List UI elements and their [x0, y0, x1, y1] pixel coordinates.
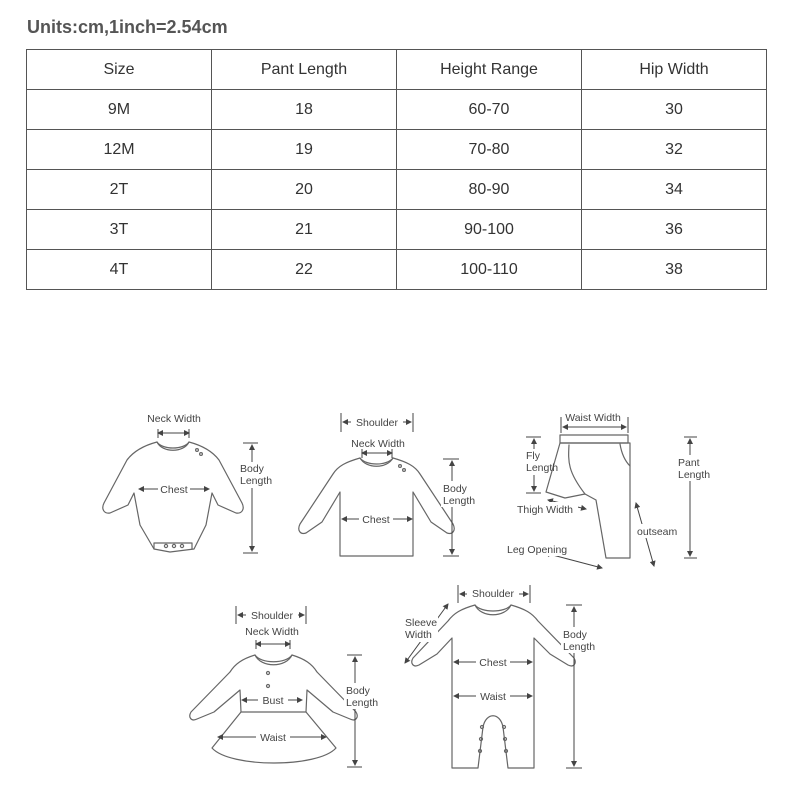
dress-outline	[190, 655, 357, 763]
shoulder-snap	[196, 449, 199, 452]
label-leg-opening: Leg Opening	[507, 544, 568, 556]
label-waist-width: Waist Width	[565, 412, 621, 424]
shirt-diagram	[299, 413, 481, 556]
label-shoulder: Shoulder	[250, 610, 294, 622]
label-body-length: Body Length	[346, 685, 379, 709]
shoulder-snap	[200, 453, 203, 456]
cell-size: 3T	[27, 210, 212, 250]
dress-button	[267, 672, 270, 675]
snap-button	[172, 544, 175, 547]
label-shoulder: Shoulder	[355, 417, 399, 429]
cell-height-range: 60-70	[397, 90, 582, 130]
cell-hip-width: 38	[582, 250, 767, 290]
cell-hip-width: 36	[582, 210, 767, 250]
label-outseam: outseam	[637, 526, 678, 538]
cell-pant-length: 20	[212, 170, 397, 210]
label-body-length: Body Length	[443, 483, 476, 507]
header-size: Size	[27, 50, 212, 90]
shoulder-button	[403, 469, 406, 472]
label-neck-width: Neck Width	[147, 413, 201, 425]
label-body-length: Body Length	[240, 463, 273, 487]
bodysuit-outline	[103, 442, 243, 552]
bodysuit-diagram	[103, 413, 280, 553]
label-body-length: Body Length	[563, 629, 596, 653]
pants-pocket	[620, 444, 630, 466]
pants-fly	[569, 445, 585, 494]
pants-waistband	[560, 435, 628, 443]
cell-hip-width: 32	[582, 130, 767, 170]
label-neck-width: Neck Width	[245, 626, 299, 638]
shirt-outline	[299, 458, 454, 556]
cell-size: 12M	[27, 130, 212, 170]
label-pant-length: Pant Length	[678, 457, 711, 481]
label-chest: Chest	[160, 484, 188, 496]
label-sleeve-width: Sleeve Width	[405, 617, 438, 641]
dress-diagram	[190, 606, 386, 767]
header-height-range: Height Range	[397, 50, 582, 90]
label-chest: Chest	[479, 657, 507, 669]
cell-pant-length: 21	[212, 210, 397, 250]
cell-size: 2T	[27, 170, 212, 210]
pants-outline	[546, 443, 630, 558]
label-chest: Chest	[362, 514, 390, 526]
snap-button	[164, 544, 167, 547]
dress-button	[267, 685, 270, 688]
cell-hip-width: 34	[582, 170, 767, 210]
romper-diagram	[402, 585, 603, 768]
header-pant-length: Pant Length	[212, 50, 397, 90]
cell-size: 4T	[27, 250, 212, 290]
cell-height-range: 70-80	[397, 130, 582, 170]
label-fly-length: Fly Length	[526, 450, 559, 474]
cell-size: 9M	[27, 90, 212, 130]
cell-height-range: 80-90	[397, 170, 582, 210]
header-hip-width: Hip Width	[582, 50, 767, 90]
label-bust: Bust	[262, 695, 284, 707]
cell-pant-length: 19	[212, 130, 397, 170]
snap-button	[481, 726, 484, 729]
units-note: Units:cm,1inch=2.54cm	[27, 17, 228, 37]
cell-pant-length: 22	[212, 250, 397, 290]
pants-diagram	[505, 412, 716, 568]
cell-pant-length: 18	[212, 90, 397, 130]
label-waist: Waist	[480, 691, 506, 703]
label-shoulder: Shoulder	[471, 588, 515, 600]
shoulder-button	[399, 465, 402, 468]
cell-height-range: 100-110	[397, 250, 582, 290]
cell-hip-width: 30	[582, 90, 767, 130]
label-waist: Waist	[260, 732, 286, 744]
label-thigh-width: Thigh Width	[517, 504, 574, 516]
romper-collar	[475, 605, 511, 615]
label-neck-width: Neck Width	[351, 438, 405, 450]
snap-button	[180, 544, 183, 547]
snap-button	[503, 726, 506, 729]
cell-height-range: 90-100	[397, 210, 582, 250]
